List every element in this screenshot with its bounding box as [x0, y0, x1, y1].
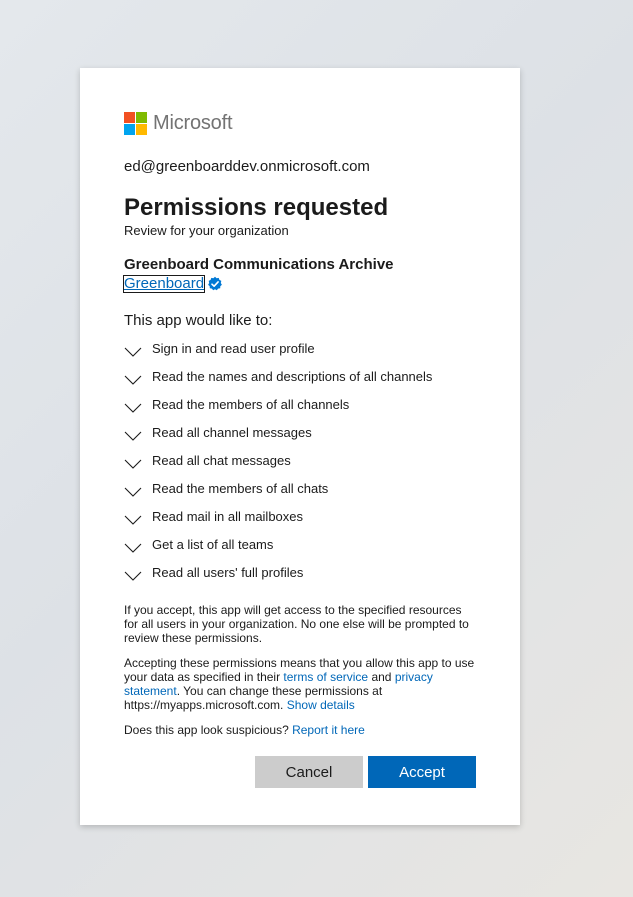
page-subtitle: Review for your organization — [124, 223, 289, 238]
permission-label: Read the names and descriptions of all channels — [152, 369, 433, 384]
org-consent-notice: If you accept, this app will get access to the specified resources for all users in your organization. No one else will be prompted to review these permissions. — [124, 603, 469, 645]
chevron-down-icon — [124, 402, 142, 414]
chevron-down-icon — [124, 486, 142, 498]
permission-label: Read the members of all chats — [152, 481, 329, 496]
chevron-down-icon — [124, 346, 142, 358]
page-title: Permissions requested — [124, 194, 389, 221]
show-details-link[interactable]: Show details — [286, 698, 355, 712]
chevron-down-icon — [124, 514, 142, 526]
permission-label: Read all users' full profiles — [152, 565, 304, 580]
chevron-down-icon — [124, 570, 142, 582]
permission-item[interactable] — [124, 503, 476, 531]
permission-item[interactable] — [124, 335, 476, 363]
publisher-row — [124, 275, 476, 293]
permission-label: Sign in and read user profile — [152, 341, 315, 356]
suspicious-notice — [124, 723, 476, 737]
privacy-statement-link[interactable]: privacy statement — [124, 670, 433, 698]
chevron-down-icon — [124, 430, 142, 442]
cancel-button[interactable]: Cancel — [255, 756, 363, 788]
terms-of-service-link[interactable]: terms of service — [283, 670, 369, 684]
permission-label: Read all channel messages — [152, 425, 312, 440]
permission-label: Read all chat messages — [152, 453, 291, 468]
microsoft-logo-icon — [124, 112, 147, 135]
consent-card — [80, 68, 520, 825]
accept-button[interactable]: Accept — [368, 756, 476, 788]
permission-item[interactable] — [124, 391, 476, 419]
permission-item[interactable] — [124, 559, 476, 587]
permission-label: Get a list of all teams — [152, 537, 274, 552]
permission-label: Read the members of all channels — [152, 397, 350, 412]
permission-item[interactable] — [124, 419, 476, 447]
app-name: Greenboard Communications Archive — [124, 256, 394, 273]
chevron-down-icon — [124, 458, 142, 470]
permission-label: Read mail in all mailboxes — [152, 509, 304, 524]
microsoft-wordmark: Microsoft — [153, 112, 233, 134]
account-email: ed@greenboarddev.onmicrosoft.com — [124, 158, 370, 175]
suspicious-question: Does this app look suspicious? — [124, 723, 293, 737]
verified-badge-icon — [207, 276, 223, 292]
terms-notice-text: Accepting these permissions means that you allow this app to use your data as specified in their — [124, 656, 475, 684]
permission-item[interactable] — [124, 363, 476, 391]
permission-item[interactable] — [124, 531, 476, 559]
chevron-down-icon — [124, 374, 142, 386]
button-row — [124, 756, 476, 788]
permission-item[interactable] — [124, 475, 476, 503]
chevron-down-icon — [124, 542, 142, 554]
report-link[interactable]: Report it here — [292, 723, 365, 737]
permissions-intro: This app would like to: — [124, 312, 273, 329]
permission-item[interactable] — [124, 447, 476, 475]
permissions-list — [124, 335, 476, 587]
terms-notice — [124, 656, 476, 712]
terms-notice-text: and — [368, 670, 395, 684]
publisher-link[interactable]: Greenboard — [124, 275, 205, 292]
terms-notice-text: . You can change these permissions at https://myapps.microsoft.com. — [124, 684, 383, 712]
brand-header — [124, 112, 476, 135]
